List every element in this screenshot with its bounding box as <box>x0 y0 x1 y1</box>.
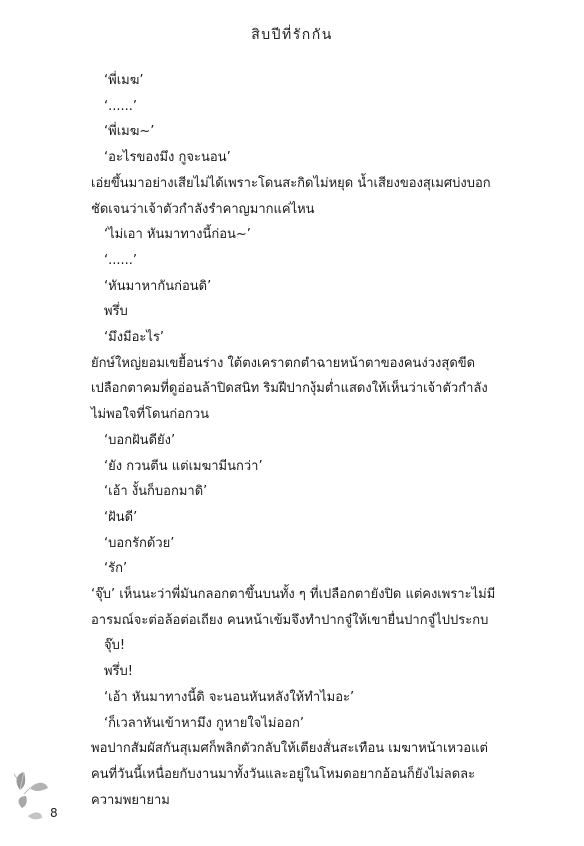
paragraph: ‘ฝันดี’ <box>104 509 138 525</box>
paragraph: ‘เอ้า งั้นก็บอกมาดิ’ <box>104 484 208 500</box>
paragraph: ‘รัก’ <box>104 561 128 577</box>
paragraph: จุ๊บ! <box>104 638 126 654</box>
paragraph: พรึ่บ! <box>104 664 134 680</box>
paragraph: เอ่ยขึ้นมาอย่างเสียไม่ได้เพราะโดนสะกิดไม่หยุด น้ำเสียงของสุเมศบ่งบอกชัดเจนว่าเจ้าตัวกำลังรำคาญมากแค่ไหน <box>91 175 491 217</box>
paragraph: พรึ่บ <box>104 304 128 320</box>
paragraph: ‘พี่เมฆ’ <box>104 73 144 88</box>
paragraph: ‘อะไรของมึง กูจะนอน’ <box>104 150 231 166</box>
chapter-body <box>91 68 496 813</box>
paragraph: ‘......’ <box>104 98 138 114</box>
paragraph: ‘หันมาหากันก่อนดิ’ <box>104 278 212 294</box>
paragraph: ‘มึงมีอะไร’ <box>104 330 165 346</box>
paragraph: ยักษ์ใหญ่ยอมเขยื้อนร่าง ใต้ตงเคราตกตำฉายหน้าตาของคนง่วงสุดขีดเปลือกตาคมที่ดูอ่อนล้าปิดสนิท ริมฝีปากงุ้มต่ำแสดงให้เห็นว่าเจ้าตัวกำลังไม่พอใจที่โดนก่อกวน <box>91 355 488 423</box>
paragraph: ‘บอกรักด้วย’ <box>104 535 175 551</box>
paragraph: ‘ก็เวลาหันเข้าหามึง กูหายใจไม่ออก’ <box>104 715 305 731</box>
running-header: สิบปีที่รักกัน <box>251 27 333 43</box>
paragraph: ‘......’ <box>104 252 138 268</box>
page-number: 8 <box>50 806 58 820</box>
paragraph: ‘จุ๊บ’ เห็นนะว่าพี่มันกลอกตาขึ้นบนทั้ง ๆ ที่เปลือกตายังปิด แต่คงเพราะไม่มีอารมณ์จะต่อล้อต่อเถียง คนหน้าเข้มจึงทำปากจู๋ให้เขายื่นปากจู๋ไปประกบ <box>91 587 496 628</box>
paragraph: ‘บอกฝันดียัง’ <box>104 432 176 448</box>
paragraph: ‘ไม่เอา หันมาทางนี้ก่อน~’ <box>104 227 251 243</box>
paragraph: ‘พี่เมฆ~’ <box>104 124 155 140</box>
paragraph: ‘ยัง กวนตีน แต่เมฆามีนกว่า’ <box>104 458 263 474</box>
paragraph: ‘เอ้า หันมาทางนี้ดิ จะนอนหันหลังให้ทำไมอะ’ <box>104 689 355 705</box>
paragraph: พอปากสัมผัสกันสุเมศก็พลิกตัวกลับให้เตียงสั่นสะเทือน เมฆาหน้าเหวอแต่คนที่วันนี้เหนื่อยกับงานมาทั้งวันและอยู่ในโหมดอยากอ้อนก็ยังไม่ลดละความพยายาม <box>91 741 488 808</box>
